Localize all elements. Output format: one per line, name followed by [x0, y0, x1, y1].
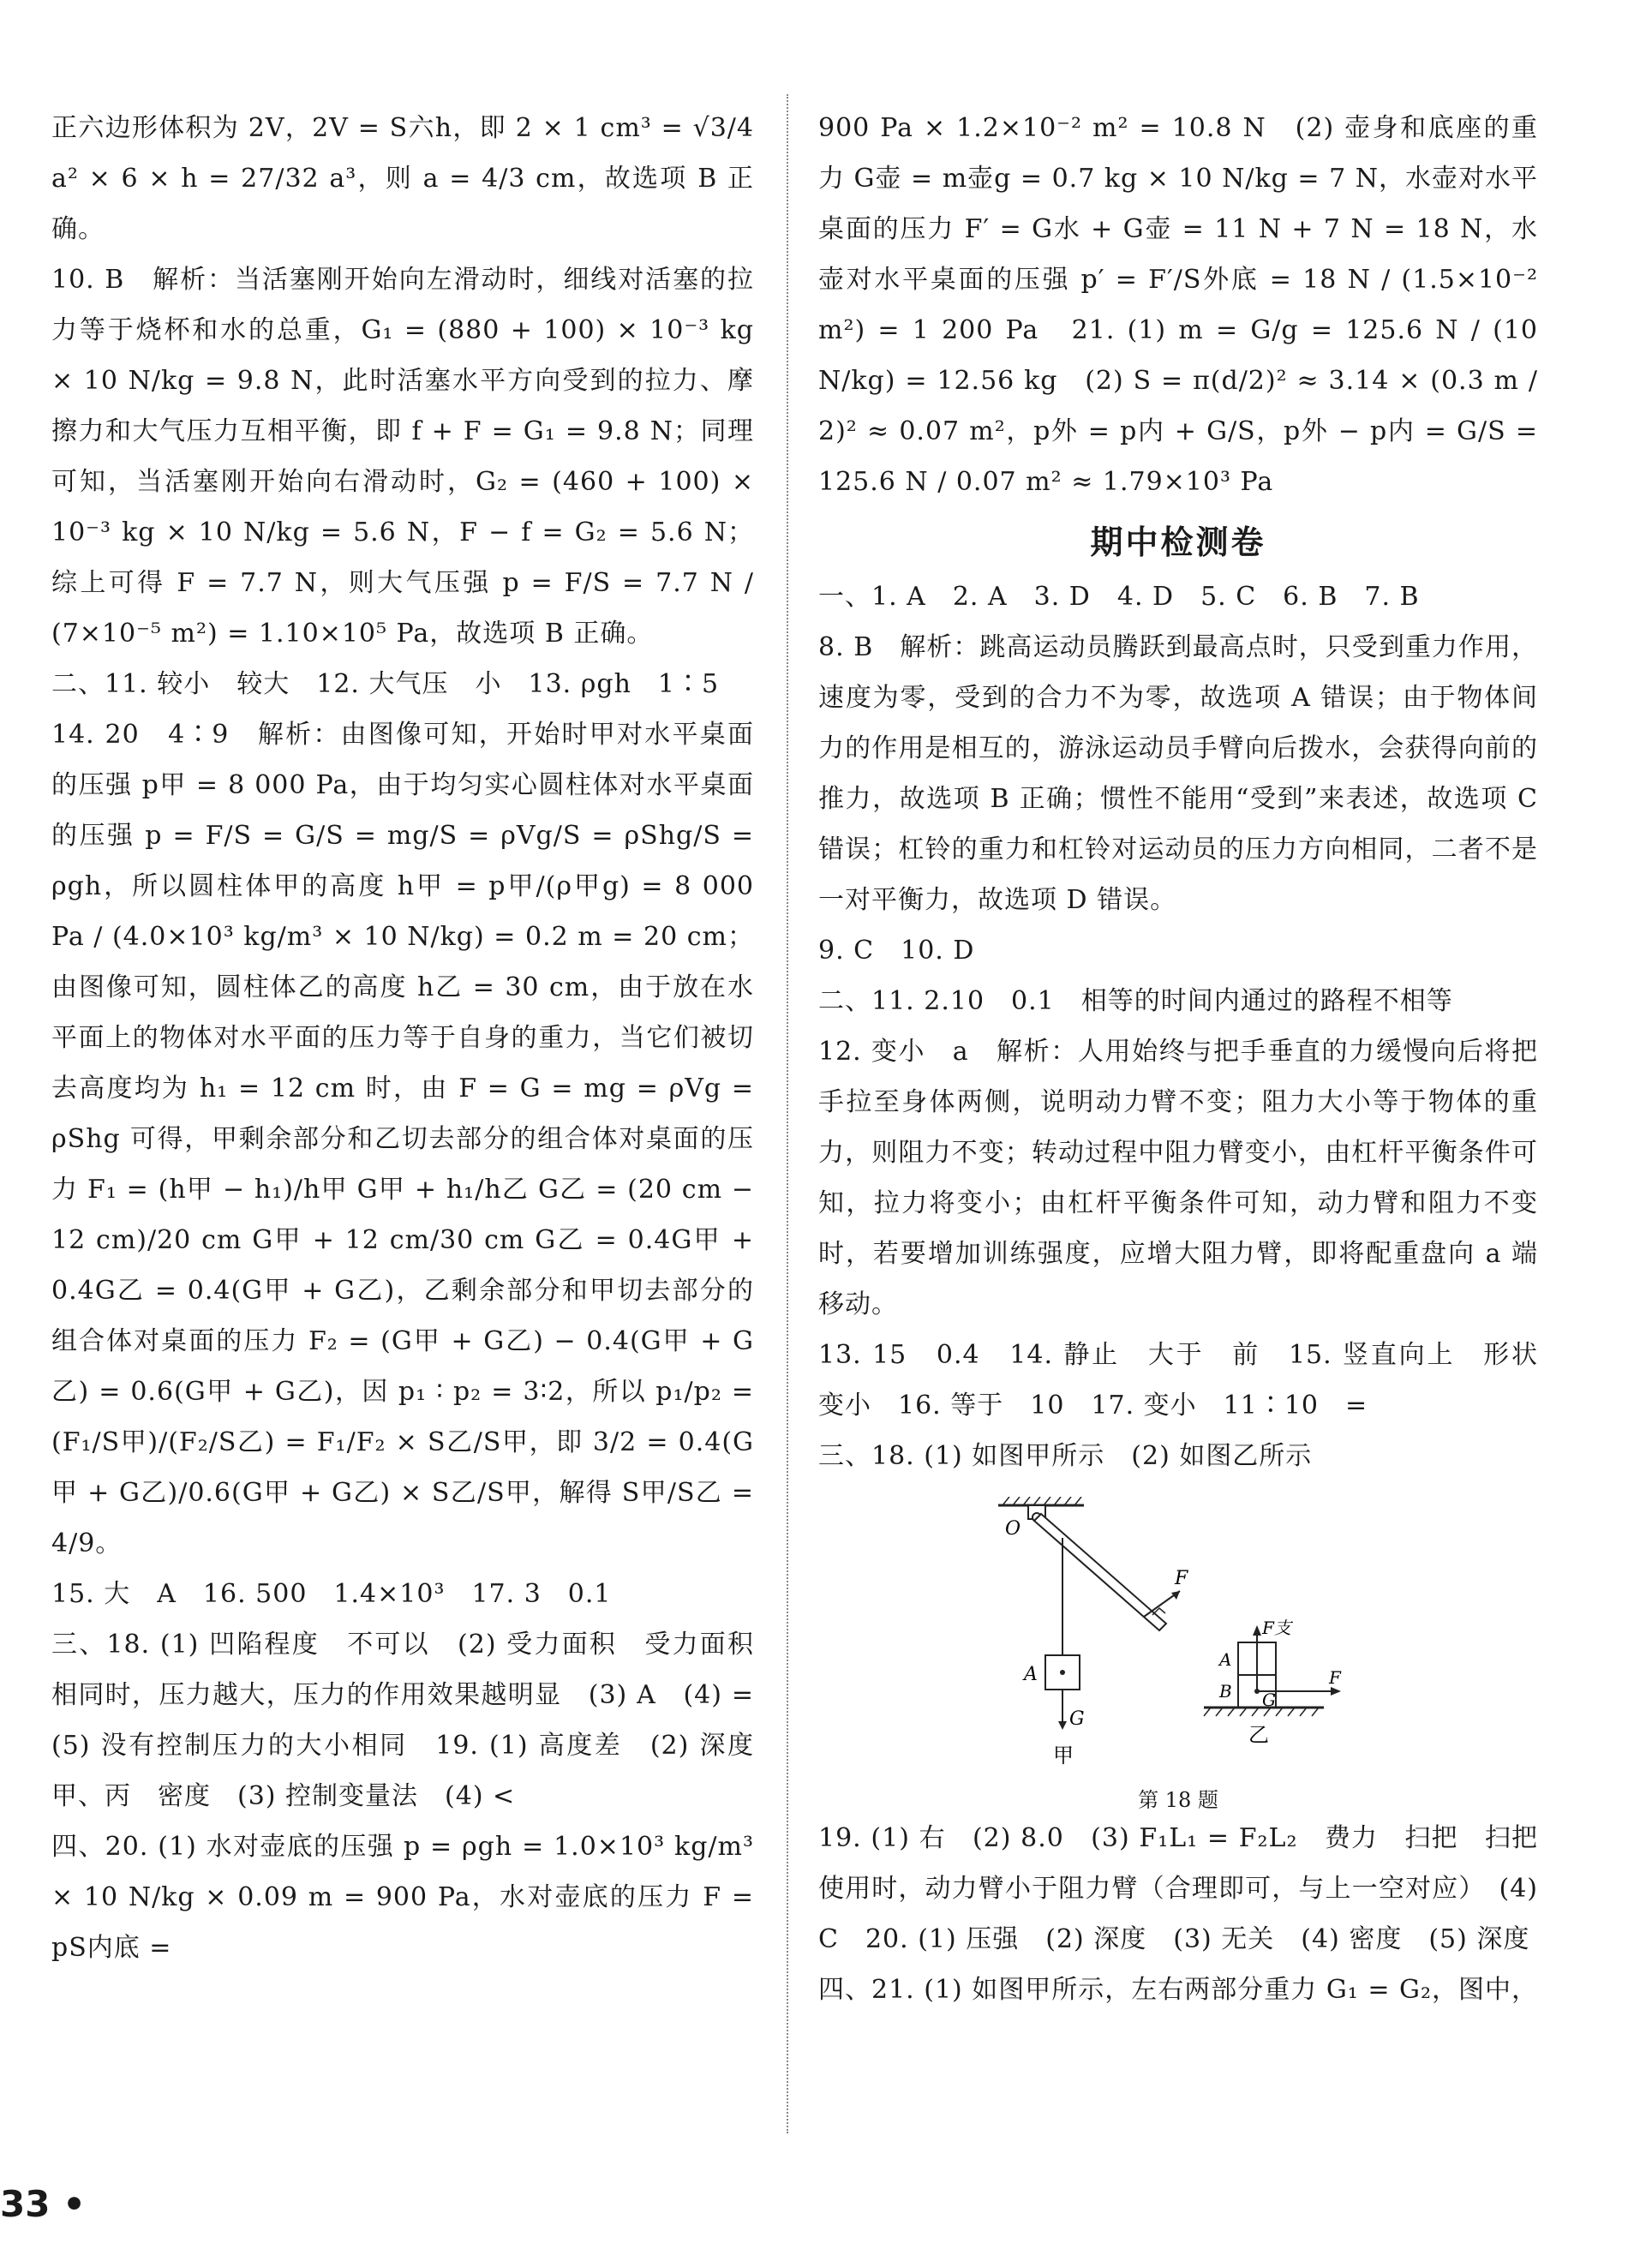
support-force-arrowhead: [1253, 1625, 1261, 1636]
label-yi: 乙: [1248, 1723, 1269, 1747]
answer-paragraph: 12. 变小 a 解析：人用始终与把手垂直的力缓慢向后将把手拉至身体两侧，说明动力臂不变；阻力大小等于物体的重力，则阻力不变；转动过程中阻力臂变小，由杠杆平衡条件可知，拉力将变小；由杠杆平衡条件可知，动力臂和阻力不变时，若要增加训练强度，应增大阻力臂，即将配重盘向 a 端移动。: [818, 1037, 1538, 1319]
answer-paragraph: 四、21. (1) 如图甲所示，左右两部分重力 G₁ = G₂，图中，: [818, 1975, 1539, 2005]
label-F-right: F: [1329, 1667, 1341, 1688]
label-A-left: A: [1024, 1664, 1038, 1685]
answer-paragraph: 15. 大 A 16. 500 1.4×10³ 17. 3 0.1: [51, 1579, 612, 1609]
answer-paragraph: 二、11. 2.10 0.1 相等的时间内通过的路程不相等: [818, 986, 1453, 1016]
label-F-zhi: F支: [1262, 1618, 1291, 1638]
lever-bar: [1034, 1514, 1166, 1630]
column-divider: [787, 94, 788, 2133]
label-jia: 甲: [1053, 1744, 1074, 1767]
answer-paragraph: 三、18. (1) 如图甲所示 (2) 如图乙所示: [818, 1441, 1313, 1471]
answer-paragraph: 9. C 10. D: [818, 936, 975, 966]
answer-paragraph: 二、11. 较小 较大 12. 大气压 小 13. ρgh 1∶5: [51, 669, 720, 699]
answer-paragraph: 8. B 解析：跳高运动员腾跃到最高点时，只受到重力作用，速度为零，受到的合力不为零，故选项 A 错误；由于物体间力的作用是相互的，游泳运动员手臂向后拨水，会获得向前的推力，故选项 B 正确；惯性不能用“受到”来表述，故选项 C 错误；杠铃的重力和杠铃对运动员的压力方向相同，二者不是一对平衡力，故选项 D 错误。: [818, 632, 1538, 915]
force-F-right-arrowhead: [1331, 1687, 1341, 1696]
left-column: [51, 103, 781, 1973]
answer-paragraph: 四、20. (1) 水对壶底的压强 p = ρgh = 1.0×10³ kg/m³ × 10 N/kg × 0.09 m = 900 Pa，水对壶底的压力 F = pS内底 =: [51, 1832, 754, 1963]
section-title: 期中检测卷: [1090, 523, 1266, 561]
figure-18: [818, 1497, 1538, 1779]
figure-yi: [1204, 1618, 1342, 1747]
label-G-left: G: [1069, 1708, 1085, 1730]
label-G-right: G: [1262, 1690, 1276, 1710]
label-A-right: A: [1219, 1649, 1232, 1670]
answer-paragraph: 19. (1) 右 (2) 8.0 (3) F₁L₁ = F₂L₂ 费力 扫把 扫把使用时，动力臂小于阻力臂（合理即可，与上一空对应） (4) C 20. (1) 压强 (2) 深度 (3) 无关 (4) 密度 (5) 深度: [818, 1823, 1538, 1954]
figure-caption: 第 18 题: [1138, 1788, 1218, 1812]
answer-paragraph: 10. B 解析：当活塞刚开始向左滑动时，细线对活塞的拉力等于烧杯和水的总重，G₁ = (880 + 100) × 10⁻³ kg × 10 N/kg = 9.8 N，此时活塞水平方向受到的拉力、摩擦力和大气压力互相平衡，即 f + F = G₁ = 9.8 N；同理可知，当活塞刚开始向右滑动时，G₂ = (460 + 100) × 10⁻³ kg × 10 N/kg = 5.6 N，F − f = G₂ = 5.6 N；综上可得 F = 7.7 N，则大气压强 p = F/S = 7.7 N / (7×10⁻⁵ m²) = 1.10×10⁵ Pa，故选项 B 正确。: [51, 265, 754, 649]
figure-jia: [998, 1497, 1188, 1767]
figure-18-diagram: [938, 1497, 1418, 1779]
label-B-right: B: [1219, 1681, 1232, 1702]
answer-paragraph: 13. 15 0.4 14. 静止 大于 前 15. 竖直向上 形状 变小 16. 等于 10 17. 变小 11∶10 =: [818, 1340, 1565, 1421]
gravity-arrowhead: [1058, 1721, 1067, 1730]
page-number: 33 •: [0, 2183, 86, 2225]
label-F: F: [1175, 1568, 1188, 1589]
block-center: [1060, 1670, 1065, 1675]
label-O: O: [1005, 1518, 1021, 1540]
answer-paragraph: 正六边形体积为 2V，2V = S六h，即 2 × 1 cm³ = √3/4 a² × 6 × h = 27/32 a³，则 a = 4/3 cm，故选项 B 正确。: [51, 113, 754, 244]
answer-paragraph: 一、1. A 2. A 3. D 4. D 5. C 6. B 7. B: [818, 582, 1420, 612]
answer-paragraph: 14. 20 4∶9 解析：由图像可知，开始时甲对水平桌面的压强 p甲 = 8 000 Pa，由于均匀实心圆柱体对水平桌面的压强 p = F/S = G/S = mg/S = ρVg/S = ρShg/S = ρgh，所以圆柱体甲的高度 h甲 = p甲/(ρ甲g) = 8 000 Pa / (4.0×10³ kg/m³ × 10 N/kg) = 0.2 m = 20 cm；由图像可知，圆柱体乙的高度 h乙 = 30 cm，由于放在水平面上的物体对水平面的压力等于自身的重力，当它们被切去高度均为 h₁ = 12 cm 时，由 F = G = mg = ρVg = ρShg 可得，甲剩余部分和乙切去部分的组合体对桌面的压力 F₁ = (h甲 − h₁)/h甲 G甲 + h₁/h乙 G乙 = (20 cm − 12 cm)/20 cm G甲 + 12 cm/30 cm G乙 = 0.4G甲 + 0.4G乙 = 0.4(G甲 + G乙)，乙剩余部分和甲切去部分的组合体对桌面的压力 F₂ = (G甲 + G乙) − 0.4(G甲 + G乙) = 0.6(G甲 + G乙)，因 p₁ ∶ p₂ = 3∶2，所以 p₁/p₂ = (F₁/S甲)/(F₂/S乙) = F₁/F₂ × S乙/S甲，即 3/2 = 0.4(G甲 + G乙)/0.6(G甲 + G乙) × S乙/S甲，解得 S甲/S乙 = 4/9。: [51, 720, 754, 1558]
answer-paragraph: 900 Pa × 1.2×10⁻² m² = 10.8 N (2) 壶身和底座的重力 G壶 = m壶g = 0.7 kg × 10 N/kg = 7 N，水壶对水平桌面的压力 F′ = G水 + G壶 = 11 N + 7 N = 18 N，水壶对水平桌面的压强 p′ = F′/S外底 = 18 N / (1.5×10⁻² m²) = 1 200 Pa 21. (1) m = G/g = 125.6 N / (10 N/kg) = 12.56 kg (2) S = π(d/2)² ≈ 3.14 × (0.3 m / 2)² ≈ 0.07 m²，p外 = p内 + G/S，p外 − p内 = G/S = 125.6 N / 0.07 m² ≈ 1.79×10³ Pa: [818, 113, 1538, 497]
right-column: [818, 103, 1565, 2015]
answer-paragraph: 三、18. (1) 凹陷程度 不可以 (2) 受力面积 受力面积相同时，压力越大，压力的作用效果越明显 (3) A (4) = (5) 没有控制压力的大小相同 19. (1) 高度差 (2) 深度 甲、丙 密度 (3) 控制变量法 (4) <: [51, 1630, 781, 1811]
